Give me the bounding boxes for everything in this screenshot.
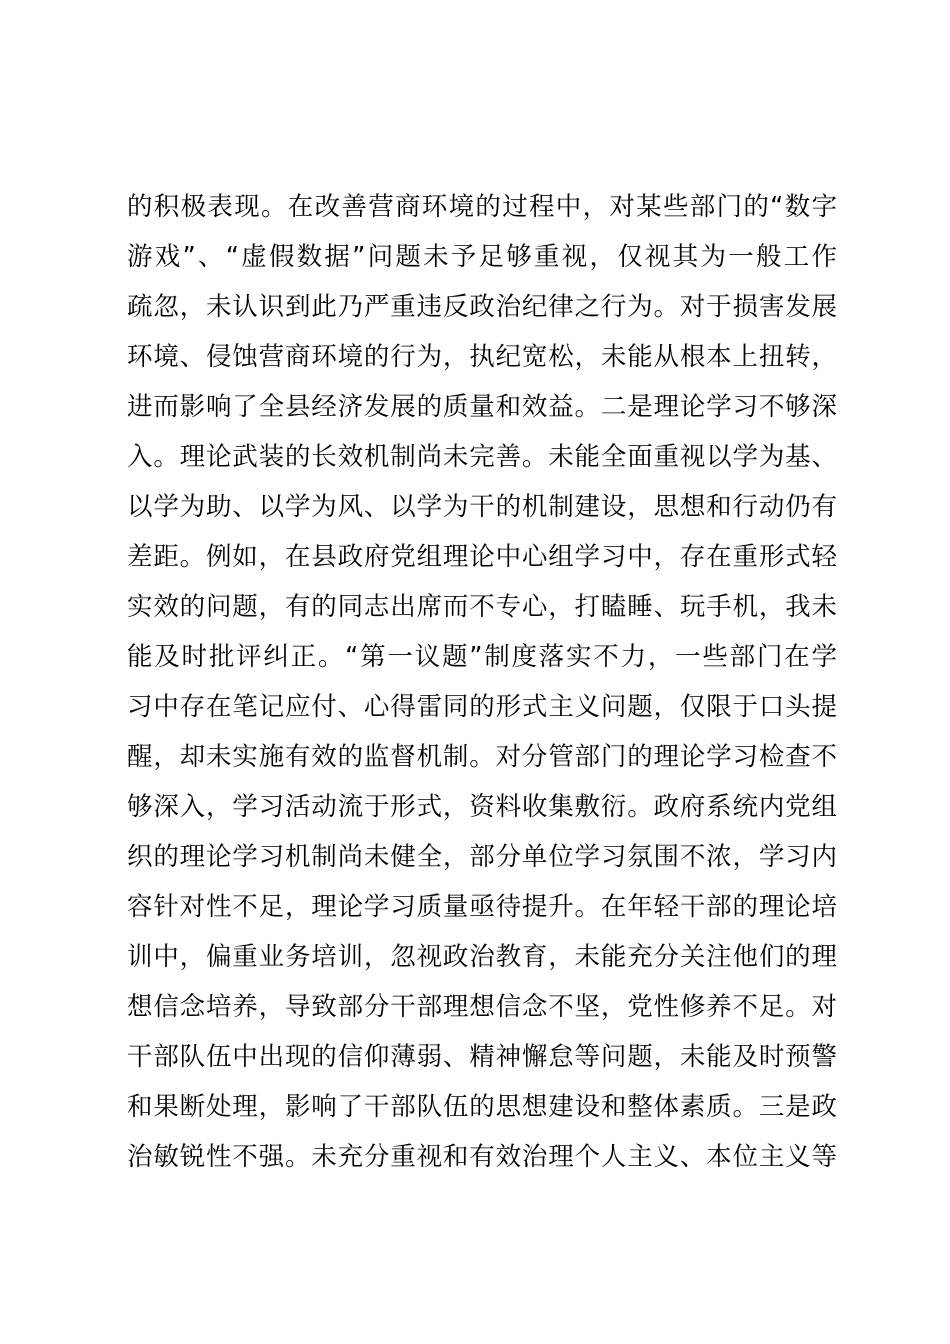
text-line: 疏忽，未认识到此乃严重违反政治纪律之行为。对于损害发展 [127, 292, 837, 322]
text-line: 够深入，学习活动流于形式，资料收集敷衍。政府系统内党组 [127, 792, 837, 822]
body-text [127, 182, 837, 1182]
text-line: 环境、侵蚀营商环境的行为，执纪宽松，未能从根本上扭转， [127, 342, 837, 372]
text-line: 容针对性不足，理论学习质量亟待提升。在年轻干部的理论培 [127, 892, 837, 922]
text-line: 的积极表现。在改善营商环境的过程中，对某些部门的“数字 [127, 192, 837, 222]
text-line: 干部队伍中出现的信仰薄弱、精神懈怠等问题，未能及时预警 [127, 1042, 837, 1072]
text-line: 进而影响了全县经济发展的质量和效益。二是理论学习不够深 [127, 392, 837, 422]
text-line: 训中，偏重业务培训，忽视政治教育，未能充分关注他们的理 [127, 942, 837, 972]
text-line: 差距。例如，在县政府党组理论中心组学习中，存在重形式轻 [127, 542, 837, 572]
text-line: 游戏”、“虚假数据”问题未予足够重视，仅视其为一般工作 [127, 242, 837, 272]
text-line: 治敏锐性不强。未充分重视和有效治理个人主义、本位主义等 [127, 1142, 837, 1172]
text-line: 入。理论武装的长效机制尚未完善。未能全面重视以学为基、 [127, 442, 837, 472]
text-line: 织的理论学习机制尚未健全，部分单位学习氛围不浓，学习内 [127, 842, 837, 872]
text-line: 醒，却未实施有效的监督机制。对分管部门的理论学习检查不 [127, 742, 837, 772]
text-line: 习中存在笔记应付、心得雷同的形式主义问题，仅限于口头提 [127, 692, 837, 722]
text-line: 想信念培养，导致部分干部理想信念不坚，党性修养不足。对 [127, 992, 837, 1022]
text-line: 和果断处理，影响了干部队伍的思想建设和整体素质。三是政 [127, 1092, 837, 1122]
text-line: 能及时批评纠正。“第一议题”制度落实不力，一些部门在学 [127, 642, 837, 672]
text-line: 以学为助、以学为风、以学为干的机制建设，思想和行动仍有 [127, 492, 837, 522]
text-line: 实效的问题，有的同志出席而不专心，打瞌睡、玩手机，我未 [127, 592, 837, 622]
